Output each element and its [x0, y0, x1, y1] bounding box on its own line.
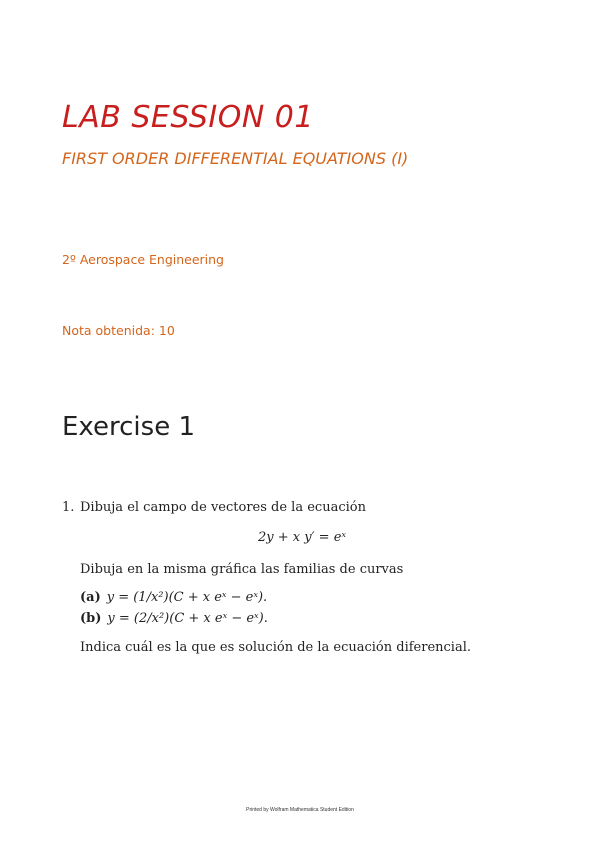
page-subtitle: FIRST ORDER DIFFERENTIAL EQUATIONS (I) — [62, 149, 409, 168]
course-label: 2º Aerospace Engineering — [62, 252, 224, 267]
grade-label: Nota obtenida: 10 — [62, 323, 175, 338]
option-a — [80, 590, 267, 605]
option-a-label: (a) — [80, 590, 101, 605]
section-heading: Exercise 1 — [62, 412, 195, 442]
option-b-expression: y = (2/x²)(C + x eˣ − eˣ). — [107, 611, 268, 626]
exercise-instruction: Dibuja en la misma gráfica las familias de curvas — [80, 562, 404, 577]
exercise-closing: Indica cuál es la que es solución de la ecuación diferencial. — [80, 640, 471, 655]
option-a-expression: y = (1/x²)(C + x eˣ − eˣ). — [106, 590, 268, 605]
option-b — [80, 611, 268, 626]
option-b-label: (b) — [80, 611, 102, 626]
exercise-prompt: Dibuja el campo de vectores de la ecuación — [80, 500, 366, 515]
print-footer: Printed by Wolfram Mathematica Student Edition — [246, 807, 354, 813]
exercise-number: 1. — [62, 500, 75, 515]
exercise-equation: 2y + x y′ = eˣ — [258, 530, 346, 545]
page-title: LAB SESSION 01 — [62, 100, 314, 135]
